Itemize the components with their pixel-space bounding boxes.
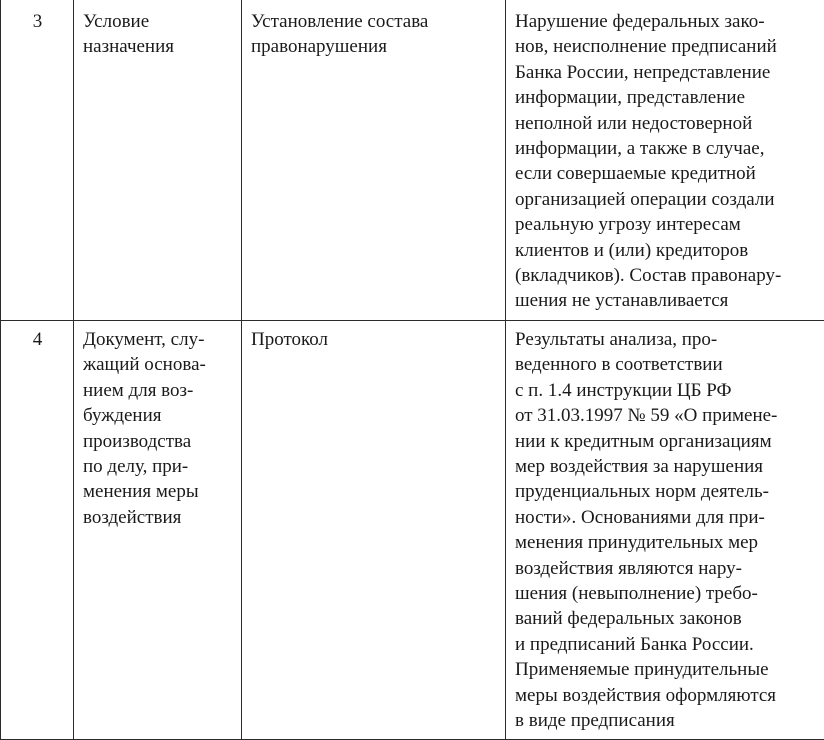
action-cell: Протокол (242, 320, 506, 740)
row-number-cell: 4 (1, 320, 74, 740)
description-cell: Нарушение федеральных зако- нов, неисполнение предписаний Банка России, непредставление информации, представление неполной или недостоверной информации, а также в случае, если совершаемые кредитной организацией операции создали реальную угрозу интересам клиентов и (или) кредиторов (вкладчиков). Состав правонару- шения не устанавливается (506, 0, 824, 320)
action-cell: Установление состава правонарушения (242, 0, 506, 320)
table-body (1, 0, 824, 740)
description-cell: Результаты анализа, про- веденного в соответствии с п. 1.4 инструкции ЦБ РФ от 31.03.1997 № 59 «О примене- нии к кредитным организациям мер воздействия за нарушения пруденциальных норм деятель- ности». Основаниями для при- менения принудительных мер воздействия являются нару- шения (невыполнение) требо- ваний федеральных законов и предписаний Банка России. Применяемые принудительные меры воздействия оформляются в виде предписания (506, 320, 824, 740)
row-number-cell: 3 (1, 0, 74, 320)
condition-cell: Условие назначения (74, 0, 242, 320)
condition-cell: Документ, слу- жащий основа- нием для воз- буждения производства по делу, при- менения меры воздействия (74, 320, 242, 740)
table-row (1, 320, 824, 740)
table-row (1, 0, 824, 320)
